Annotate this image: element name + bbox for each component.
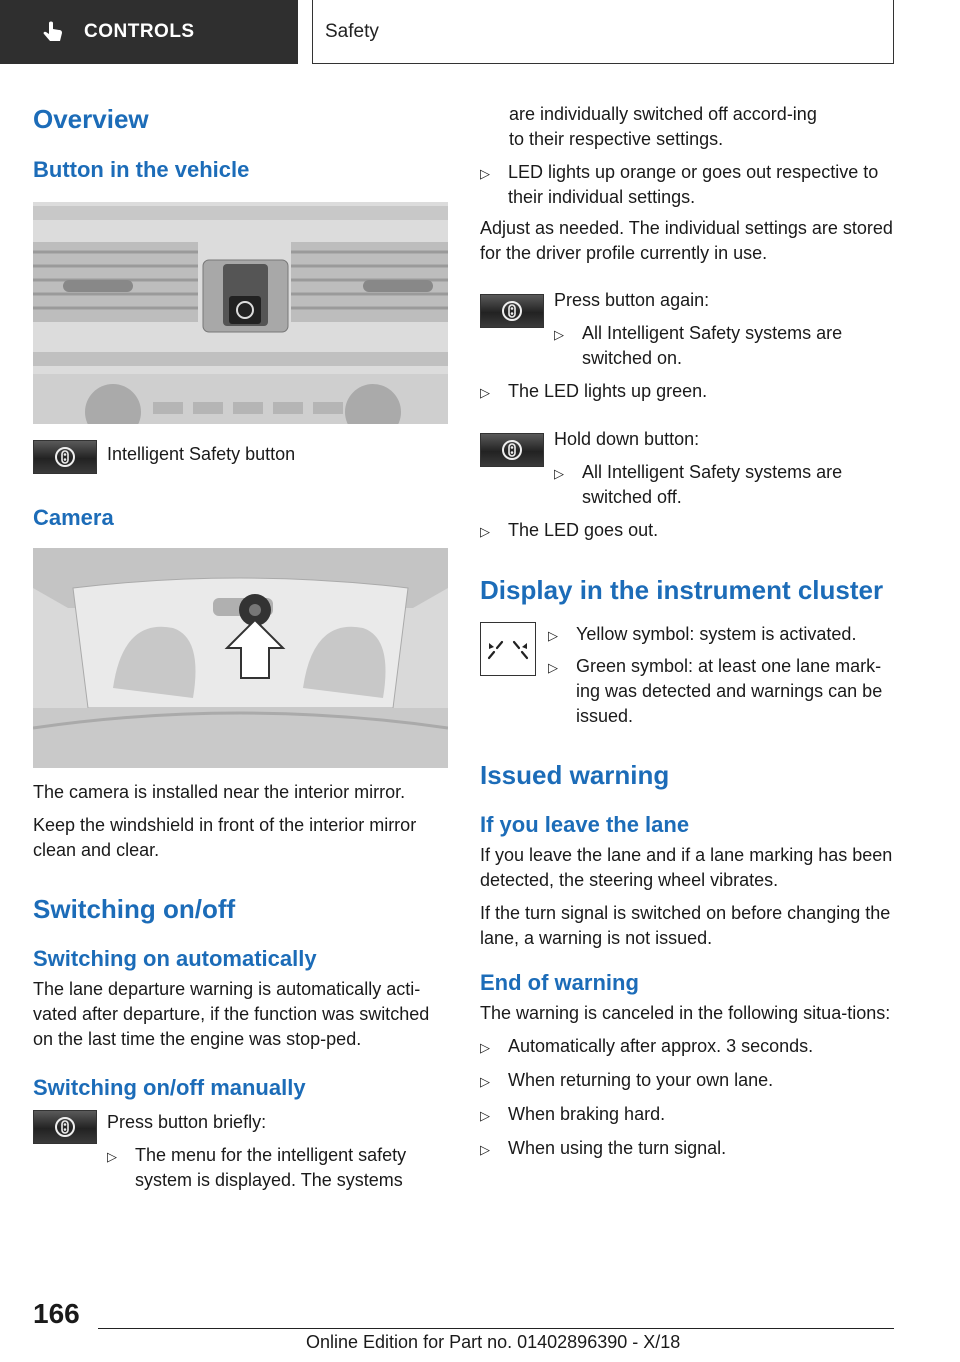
list-item [480, 379, 900, 405]
led-bullet-text: LED lights up orange or goes out respective to their individual settings. [508, 162, 879, 207]
intelligent-safety-button-icon [480, 294, 544, 328]
list-item [480, 1034, 900, 1060]
end-paragraph: The warning is canceled in the following situa-tions: [480, 1003, 891, 1023]
manual-heading: Switching on/off manually [33, 1075, 306, 1100]
overview-heading: Overview [33, 104, 149, 134]
list-item [548, 654, 898, 729]
right-column [480, 102, 900, 1162]
triangle-right-icon: ▷ [480, 1142, 490, 1157]
brief-bullet-text: The menu for the intelligent safety system is displayed. The systems [135, 1145, 407, 1190]
left-column [33, 100, 448, 1193]
list-item [480, 1136, 900, 1162]
press-again-text: Press button again: [554, 290, 710, 310]
press-again-row [480, 288, 900, 371]
chapter-label: Safety [325, 20, 379, 42]
button-heading: Button in the vehicle [33, 157, 250, 182]
out-bullet-text: The LED goes out. [508, 520, 659, 540]
intelligent-safety-button-icon [33, 440, 97, 474]
list-item [554, 321, 900, 371]
end-bullet-text: Automatically after approx. 3 seconds. [508, 1036, 814, 1056]
list-item [480, 1068, 900, 1094]
end-bullet-text: When using the turn signal. [508, 1138, 727, 1158]
auto-paragraph: The lane departure warning is automatically acti-vated after departure, if the function was switched on the last time the engine was stop-ped. [33, 979, 430, 1049]
end-bullet-text: When returning to your own lane. [508, 1070, 774, 1090]
edition-text: Online Edition for Part no. 01402896390 - X/18 [306, 1332, 681, 1352]
list-item [107, 1143, 437, 1193]
intelligent-safety-button-icon [480, 433, 544, 467]
green-symbol-bullet-text: Green symbol: at least one lane mark-ing was detected and warnings can be issued. [576, 656, 883, 726]
triangle-right-icon: ▷ [480, 524, 490, 539]
hand-touch-icon [40, 19, 66, 45]
triangle-right-icon: ▷ [548, 660, 558, 675]
issued-heading: Issued warning [480, 760, 670, 790]
list-item [548, 622, 898, 648]
camera-photo [33, 548, 448, 768]
lane-symbol-row [480, 622, 900, 729]
end-heading: End of warning [480, 970, 639, 995]
camera-paragraph-1: The camera is installed near the interior mirror. [33, 782, 406, 802]
hold-bullet-text: All Intelligent Safety systems are switched off. [582, 462, 843, 507]
page-number: 166 [33, 1298, 80, 1329]
triangle-right-icon: ▷ [480, 385, 490, 400]
button-caption: Intelligent Safety button [107, 444, 296, 464]
yellow-bullet-text: Yellow symbol: system is activated. [576, 624, 857, 644]
press-briefly-row [33, 1110, 448, 1193]
end-list [480, 1034, 900, 1162]
triangle-right-icon: ▷ [554, 466, 564, 481]
press-briefly-text: Press button briefly: [107, 1112, 267, 1132]
triangle-right-icon: ▷ [480, 166, 490, 181]
leave-paragraph-2: If the turn signal is switched on before changing the lane, a warning is not issued. [480, 903, 891, 948]
button-caption-row [33, 440, 448, 474]
hold-down-row [480, 427, 900, 510]
list-item [554, 460, 900, 510]
auto-heading: Switching on automatically [33, 946, 317, 971]
list-item [480, 160, 900, 210]
triangle-right-icon: ▷ [480, 1040, 490, 1055]
list-item [480, 518, 900, 544]
display-heading: Display in the instrument cluster [480, 575, 884, 605]
footer-divider [98, 1328, 894, 1329]
leave-heading: If you leave the lane [480, 812, 690, 837]
triangle-right-icon: ▷ [480, 1074, 490, 1089]
leave-paragraph-1: If you leave the lane and if a lane marking has been detected, the steering wheel vibrates. [480, 845, 893, 890]
end-bullet-text: When braking hard. [508, 1104, 666, 1124]
camera-heading: Camera [33, 505, 114, 530]
again-bullet-text: All Intelligent Safety systems are switched on. [582, 323, 843, 368]
section-label: CONTROLS [84, 21, 195, 42]
lane-departure-icon [480, 622, 536, 676]
triangle-right-icon: ▷ [480, 1108, 490, 1123]
camera-paragraph-2: Keep the windshield in front of the interior mirror clean and clear. [33, 815, 417, 860]
hold-down-text: Hold down button: [554, 429, 700, 449]
list-item [480, 1102, 900, 1128]
section-tab[interactable] [0, 0, 298, 64]
chapter-header [312, 0, 894, 64]
green-bullet-text: The LED lights up green. [508, 381, 708, 401]
continued-text: are individually switched off accord-ing to their respective settings. [509, 104, 817, 149]
adjust-paragraph: Adjust as needed. The individual settings are stored for the driver profile currently in use. [480, 218, 893, 263]
button-photo [33, 202, 448, 424]
switching-heading: Switching on/off [33, 894, 236, 924]
triangle-right-icon: ▷ [554, 327, 564, 342]
triangle-right-icon: ▷ [107, 1149, 117, 1164]
triangle-right-icon: ▷ [548, 628, 558, 643]
intelligent-safety-button-icon [33, 1110, 97, 1144]
